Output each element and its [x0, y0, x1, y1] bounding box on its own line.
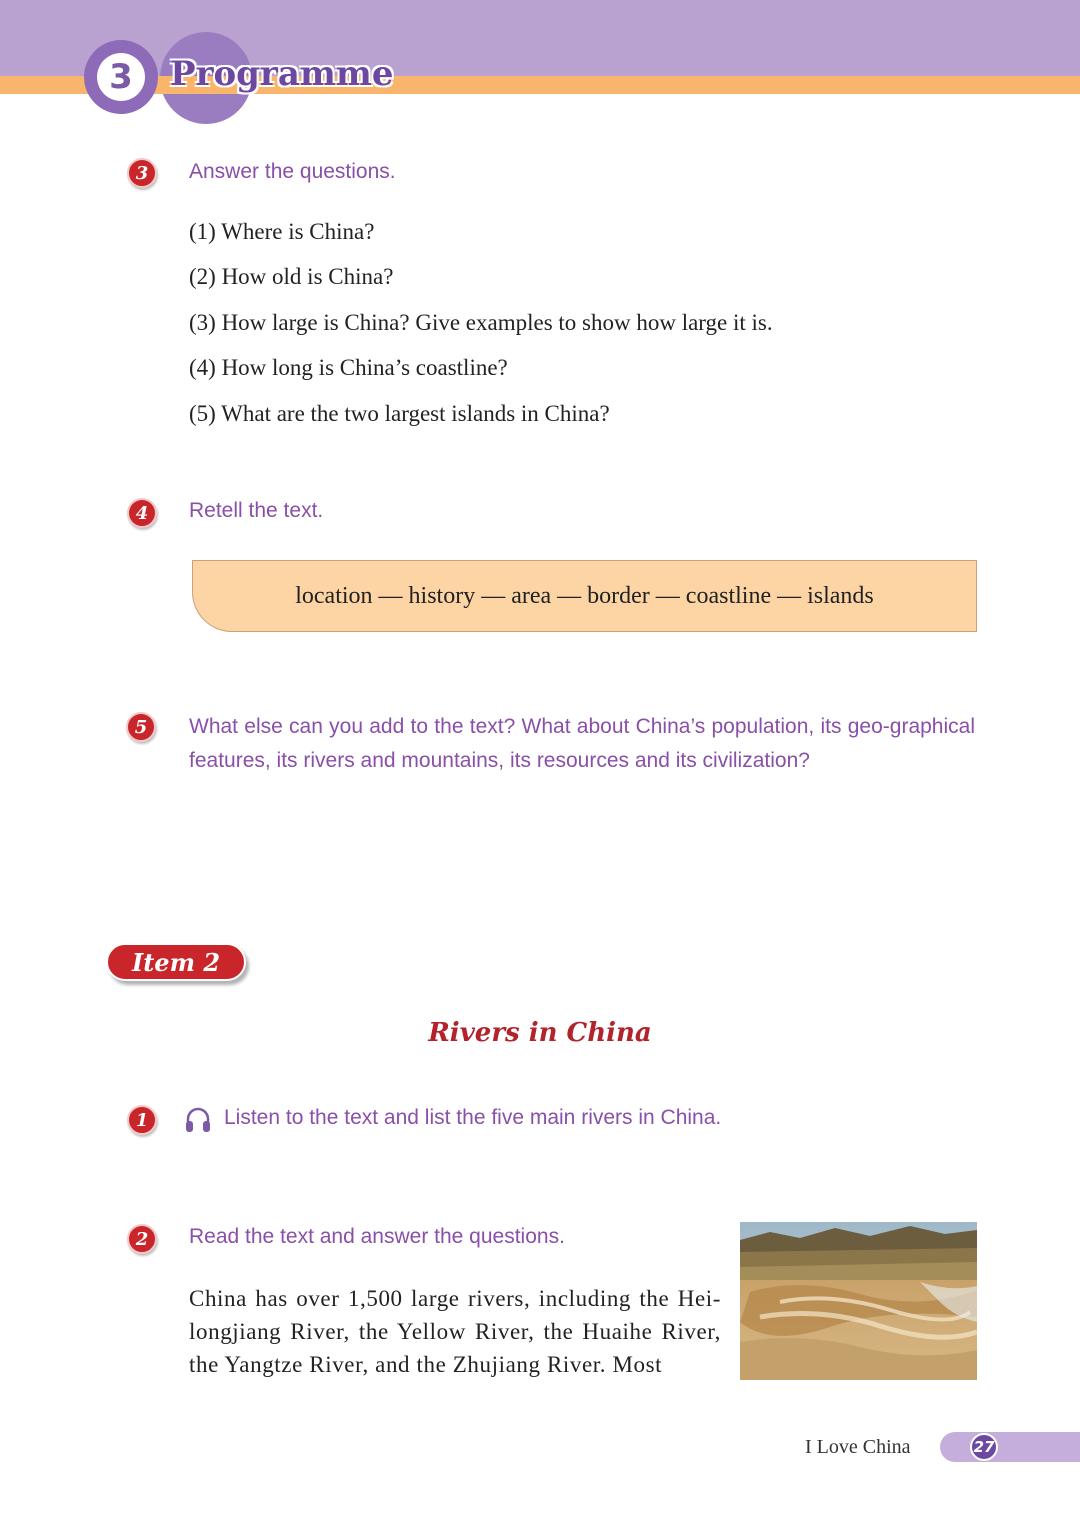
question-item: (5) What are the two largest islands in China?: [189, 401, 610, 426]
section-title: Rivers in China: [428, 1018, 652, 1048]
question-item: (1) Where is China?: [189, 219, 375, 244]
page-number: 27: [970, 1433, 998, 1461]
task-number: 3: [127, 158, 157, 188]
keyword-box: [192, 560, 977, 632]
question-item: (2) How old is China?: [189, 264, 394, 289]
unit-number: 3: [97, 53, 145, 101]
keyword-sequence: location — history — area — border — coastline — islands: [295, 582, 874, 609]
headphones-icon: [183, 1105, 213, 1135]
question-item: (4) How long is China’s coastline?: [189, 355, 508, 380]
reading-text: China has over 1,500 large rivers, including the Hei-longjiang River, the Yellow River, the Huaihe River, the Yangtze River, and the Zhujiang River. Most: [189, 1286, 721, 1377]
task-number: 4: [127, 498, 157, 528]
header-stripe: [0, 76, 1080, 94]
task-instruction: Retell the text.: [189, 499, 324, 522]
waterfall-photo: [740, 1222, 977, 1380]
book-title: I Love China: [805, 1436, 911, 1458]
question-item: (3) How large is China? Give examples to show how large it is.: [189, 310, 773, 335]
task-instruction: What else can you add to the text? What about China’s population, its geo-graphical features, its rivers and mountains, its resources and its civilization?: [189, 715, 975, 772]
task-instruction: Listen to the text and list the five main rivers in China.: [224, 1106, 722, 1129]
task-instruction: Read the text and answer the questions.: [189, 1225, 565, 1248]
task-number: 2: [127, 1224, 157, 1254]
task-number: 5: [126, 712, 156, 742]
page-title: Programme: [170, 54, 394, 94]
footer-bar: [940, 1432, 1080, 1462]
task-number: 1: [127, 1105, 157, 1135]
task-instruction: Answer the questions.: [189, 160, 396, 183]
item-badge: Item 2: [106, 943, 246, 981]
